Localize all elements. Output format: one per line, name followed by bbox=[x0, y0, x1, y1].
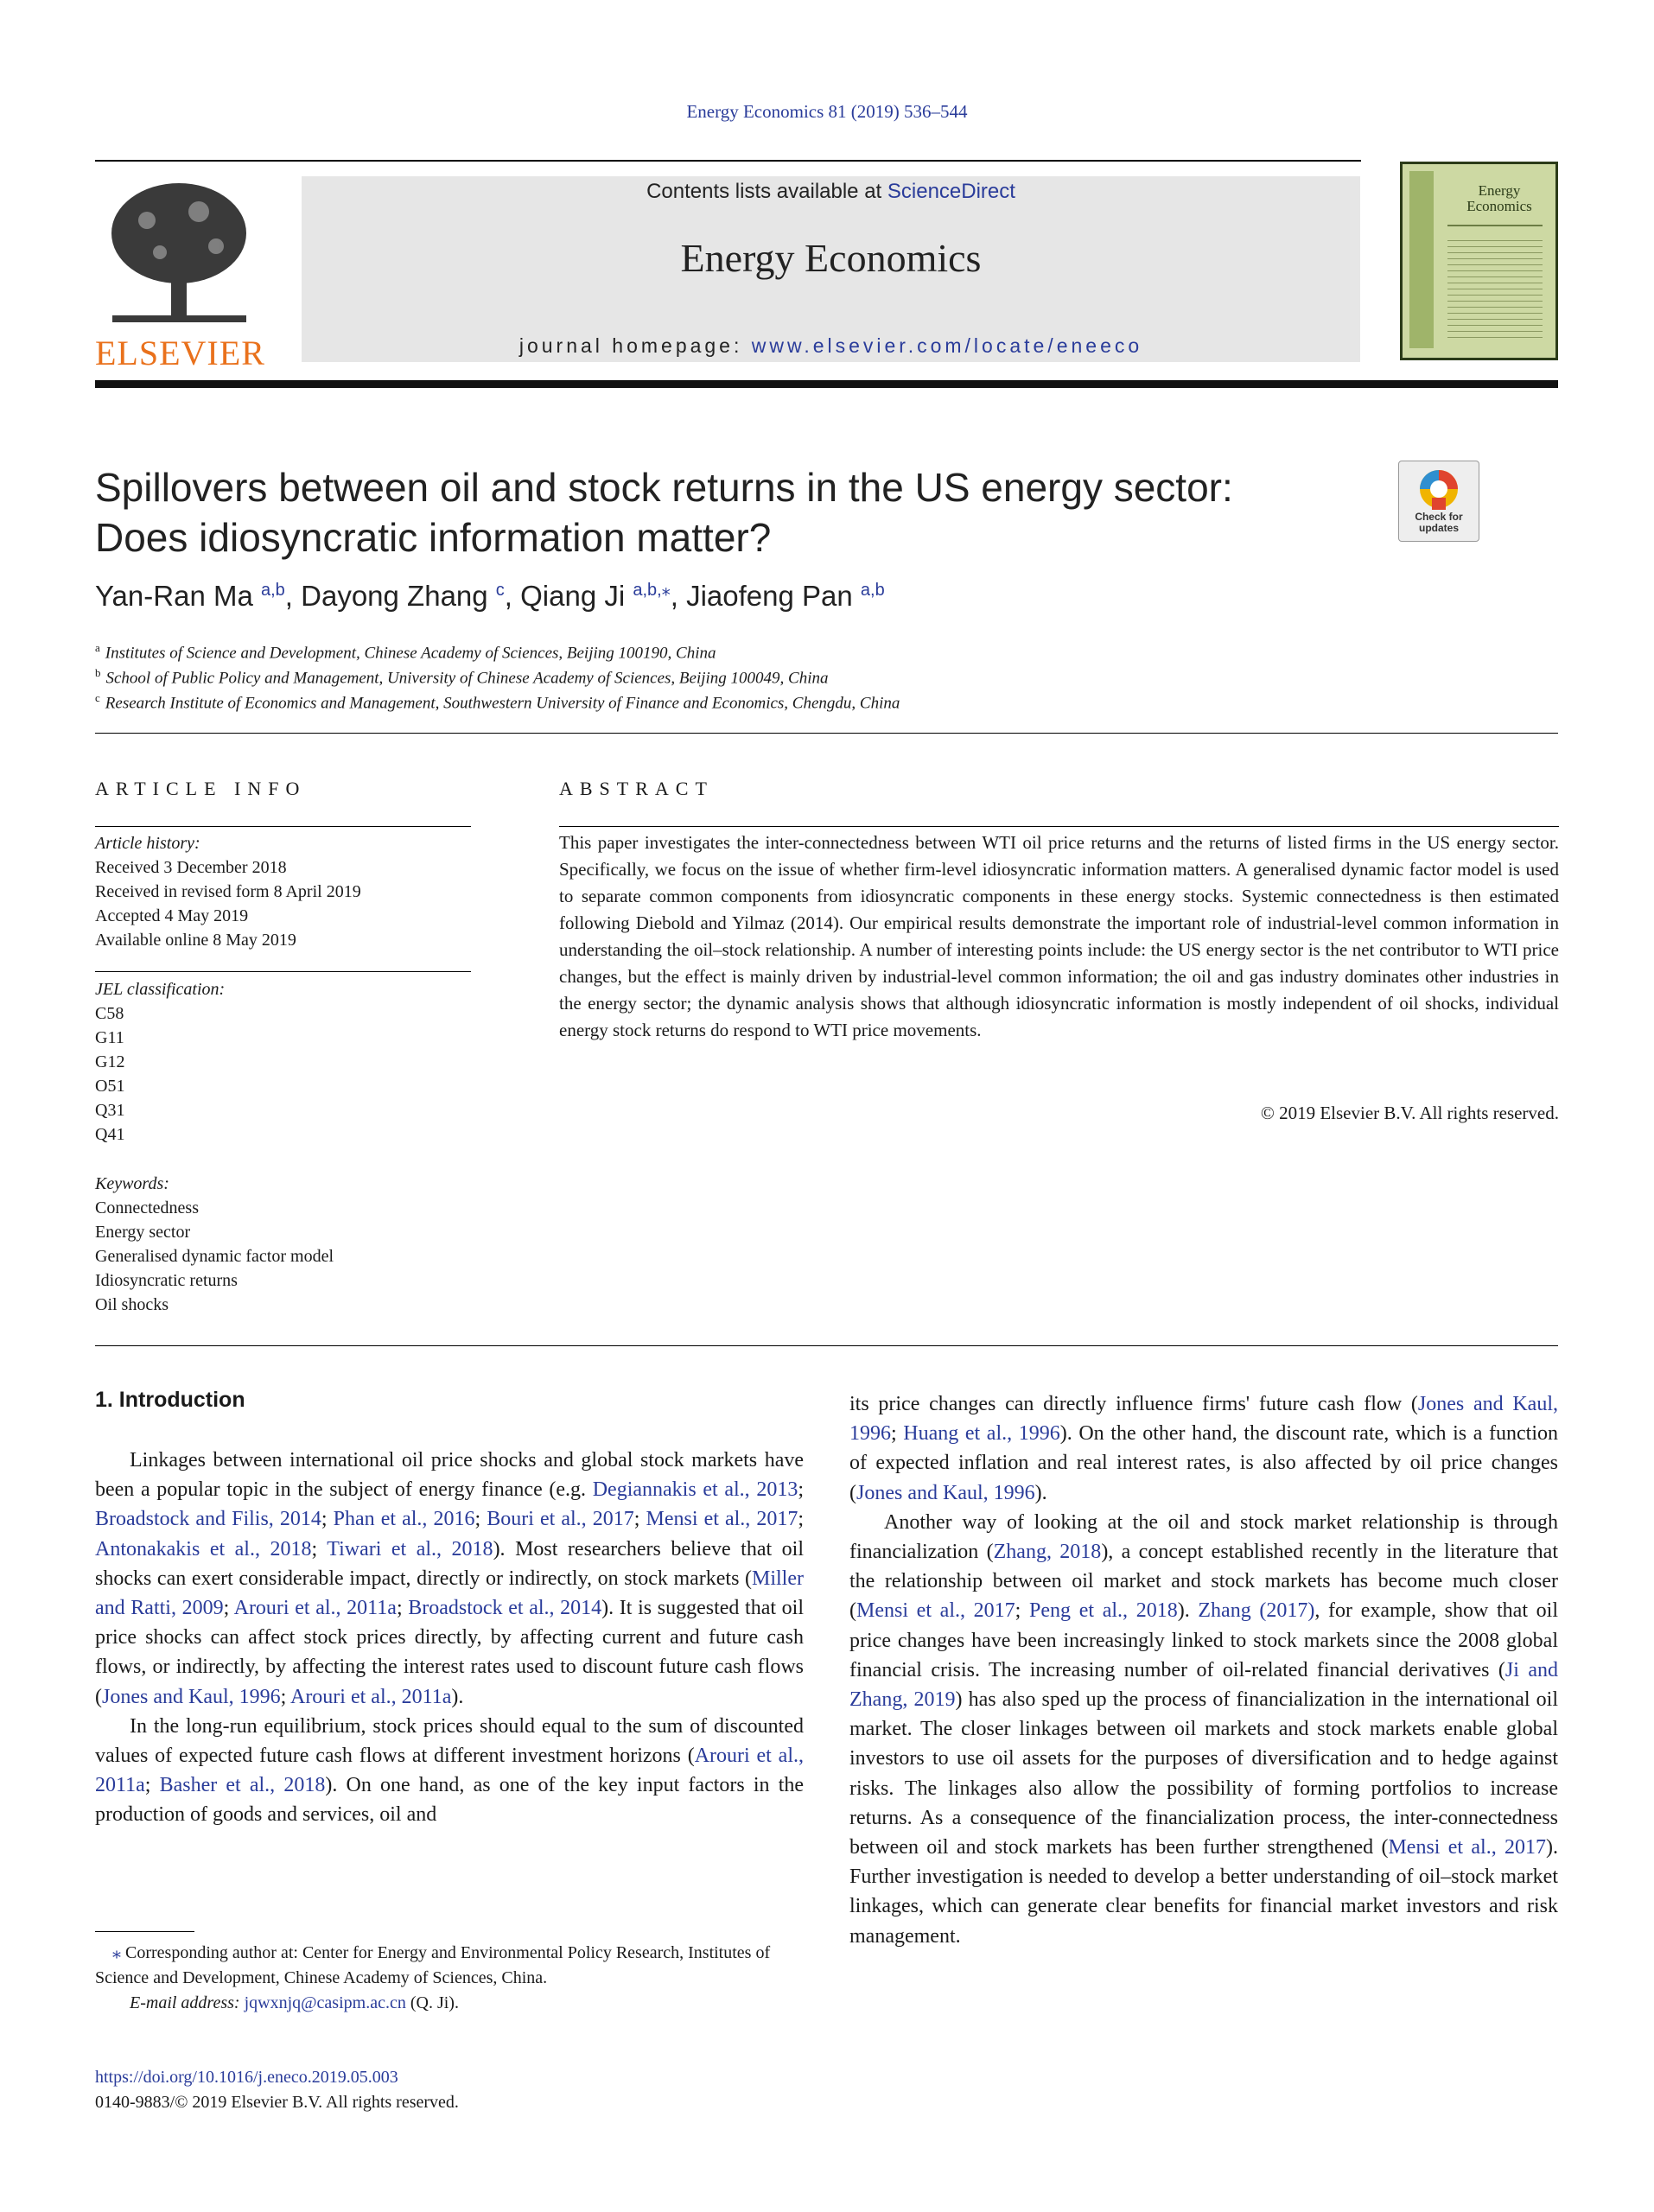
abstract-rule bbox=[559, 826, 1559, 827]
info-rule bbox=[95, 971, 471, 972]
article-history bbox=[95, 831, 361, 952]
citation-link[interactable]: Mensi et al., 2017 bbox=[1388, 1836, 1546, 1859]
history-item: Received 3 December 2018 bbox=[95, 858, 287, 877]
citation-link[interactable]: Degiannakis et al., 2013 bbox=[592, 1478, 798, 1502]
sciencedirect-link[interactable]: ScienceDirect bbox=[887, 180, 1015, 203]
body-text: ; bbox=[396, 1597, 409, 1620]
author-name[interactable]: Yan-Ran Ma bbox=[95, 580, 253, 612]
body-text: In the long-run equilibrium, stock prices should equal to the sum of discounted values of expected future cash flows at different investment horizons ( bbox=[95, 1714, 804, 1768]
author-affil-mark[interactable]: a,b,⁎ bbox=[633, 581, 671, 600]
keyword: Idiosyncratic returns bbox=[95, 1271, 238, 1290]
citation-link[interactable]: Antonakakis et al., 2018 bbox=[95, 1537, 312, 1560]
body-text: ; bbox=[280, 1685, 290, 1708]
footnote-rule bbox=[95, 1931, 194, 1932]
section-heading: 1. Introduction bbox=[95, 1388, 245, 1412]
citation-link[interactable]: Arouri et al., 2011a bbox=[233, 1597, 397, 1620]
citation-link[interactable]: Peng et al., 2018 bbox=[1029, 1599, 1178, 1623]
footnote-email-line bbox=[95, 1991, 808, 2016]
cover-title-line1: Energy bbox=[1478, 182, 1521, 199]
body-text: its price changes can directly influence firms' future cash flow ( bbox=[849, 1393, 1418, 1415]
body-text: ; bbox=[798, 1508, 805, 1531]
journal-title: Energy Economics bbox=[680, 236, 982, 280]
body-text: ; bbox=[474, 1508, 487, 1531]
affiliation-text: School of Public Policy and Management, University of Chinese Academy of Sciences, Beijing 100049, China bbox=[105, 669, 829, 688]
body-text: Another way of looking at the oil and stock market relationship is through financialization ( bbox=[849, 1510, 1558, 1564]
info-rule bbox=[95, 826, 471, 827]
body-text: Linkages between international oil price shocks and global stock markets have been a popular topic in the subject of energy finance (e.g. bbox=[95, 1449, 804, 1502]
body-text: ; bbox=[144, 1774, 160, 1797]
journal-reference[interactable]: Energy Economics 81 (2019) 536–544 bbox=[686, 101, 968, 122]
citation-link[interactable]: Broadstock et al., 2014 bbox=[408, 1597, 602, 1620]
affiliation bbox=[95, 666, 829, 688]
contents-prefix: Contents lists available at bbox=[646, 180, 887, 203]
crossmark-line1: Check for bbox=[1415, 511, 1463, 523]
author-name[interactable]: Jiaofeng Pan bbox=[686, 580, 853, 612]
jel-code: C58 bbox=[95, 1004, 124, 1023]
author-affil-mark[interactable]: c bbox=[495, 581, 505, 600]
citation-link[interactable]: Jones and Kaul, 1996 bbox=[856, 1481, 1035, 1504]
journal-homepage bbox=[302, 334, 1360, 358]
affiliation-rule bbox=[95, 733, 1558, 734]
body-text: ). bbox=[1034, 1481, 1047, 1504]
author-affil-mark[interactable]: a,b bbox=[860, 581, 885, 600]
keyword: Generalised dynamic factor model bbox=[95, 1247, 334, 1266]
affiliation-text: Institutes of Science and Development, Chinese Academy of Sciences, Beijing 100190, China bbox=[105, 644, 716, 663]
body-text: ) has also sped up the process of financialization in the international oil market. The closer linkages between oil markets and stock markets enable global investors to use oil assets for the purposes of diversification and to hedge against risks. The linkages also allow the possibility of forming portfolios to increase returns. As a consequence of the financialization process, the inter-connectedness between oil and stock markets has been further strengthened ( bbox=[849, 1688, 1559, 1859]
abstract-label: ABSTRACT bbox=[559, 778, 714, 799]
affiliation bbox=[95, 641, 716, 663]
citation-link[interactable]: Arouri et al., 2011a bbox=[289, 1685, 452, 1708]
keyword: Energy sector bbox=[95, 1223, 191, 1242]
citation-link[interactable]: Mensi et al., 2017 bbox=[646, 1508, 798, 1531]
author-name[interactable]: Qiang Ji bbox=[520, 580, 626, 612]
citation-link[interactable]: Zhang (2017) bbox=[1198, 1599, 1315, 1623]
body-text: ; bbox=[891, 1422, 904, 1446]
body-column-left bbox=[95, 1446, 804, 1830]
header-thick-rule bbox=[95, 380, 1558, 388]
footnote bbox=[95, 1941, 808, 2016]
author-name[interactable]: Dayong Zhang bbox=[301, 580, 488, 612]
paragraph bbox=[95, 1446, 804, 1712]
header-rule bbox=[95, 160, 1361, 162]
body-text: ). bbox=[1177, 1599, 1199, 1623]
history-heading: Article history: bbox=[95, 834, 200, 853]
citation-link[interactable]: Phan et al., 2016 bbox=[333, 1508, 475, 1531]
abstract-text: This paper investigates the inter-connectedness between WTI oil price returns and the returns of listed firms in the US energy sector. Specifically, we focus on the issue of whether firm-level idiosyncratic information matters. A generalised dynamic factor model is used to separate common components from idiosyncratic components in these energy stocks. Systemic connectedness is then estimated following Diebold and Yilmaz (2014). Our empirical results demonstrate the important role of industrial-level common information in understanding the oil–stock relationship. A number of interesting points include: the US energy sector is the net contributor to WTI price changes, but the effect is mainly driven by industrial-level common information; the oil and gas industry dominates other industries in the energy sector; the dynamic analysis shows that although idiosyncratic information is mostly independent of oil shocks, individual energy stock returns do respond to WTI price movements. bbox=[559, 832, 1559, 1040]
footnote-text: Corresponding author at: Center for Energy and Environmental Policy Research, Institutes of Science and Development, Chinese Academy of Sciences, China. bbox=[95, 1943, 771, 1987]
body-text: ). Further investigation is needed to develop a better understanding of oil–stock market linkages, which can generate clear benefits for financial market investors and risk management. bbox=[849, 1836, 1558, 1948]
citation-link[interactable]: Mensi et al., 2017 bbox=[856, 1599, 1015, 1623]
history-item: Accepted 4 May 2019 bbox=[95, 906, 249, 925]
abstract-rule-bottom bbox=[95, 1345, 1558, 1346]
affiliation-mark: a bbox=[95, 641, 100, 654]
history-item: Received in revised form 8 April 2019 bbox=[95, 882, 361, 901]
jel-code: O51 bbox=[95, 1077, 125, 1096]
journal-cover-thumbnail[interactable] bbox=[1400, 162, 1558, 360]
jel-code: G11 bbox=[95, 1028, 124, 1047]
doi-link[interactable]: https://doi.org/10.1016/j.eneco.2019.05.003 bbox=[95, 2068, 398, 2087]
body-text: ). On the other hand, the discount rate, which is a function of expected inflation and real interest rates, is also affected by oil price changes ( bbox=[849, 1422, 1559, 1504]
citation-link[interactable]: Miller and Ratti, 2009 bbox=[95, 1567, 804, 1620]
citation-link[interactable]: Jones and Kaul, 1996 bbox=[102, 1685, 281, 1708]
body-text: ), a concept established recently in the literature that the relationship between oil market and stock markets has become much closer ( bbox=[849, 1541, 1558, 1623]
footnote-text-line bbox=[95, 1941, 808, 1991]
citation-link[interactable]: Ji and Zhang, 2019 bbox=[849, 1658, 1558, 1712]
jel-code: Q31 bbox=[95, 1101, 125, 1120]
issn-line: 0140-9883/© 2019 Elsevier B.V. All rights reserved. bbox=[95, 2093, 459, 2112]
citation-link[interactable]: Tiwari et al., 2018 bbox=[327, 1537, 493, 1560]
citation-link[interactable]: Broadstock and Filis, 2014 bbox=[95, 1508, 321, 1531]
author-affil-mark[interactable]: a,b bbox=[260, 581, 285, 600]
citation-link[interactable]: Basher et al., 2018 bbox=[159, 1774, 326, 1797]
doi-block bbox=[95, 2065, 459, 2115]
citation-link[interactable]: Arouri et al., 2011a bbox=[95, 1745, 805, 1797]
body-text: ; bbox=[321, 1508, 334, 1531]
body-text: ). Most researchers believe that oil shocks can exert considerable impact, directly or indirectly, on stock markets ( bbox=[95, 1537, 805, 1590]
crossmark-line2: updates bbox=[1418, 522, 1459, 534]
paragraph bbox=[849, 1389, 1558, 1508]
elsevier-wordmark: ELSEVIER bbox=[95, 334, 265, 372]
body-text: ; bbox=[798, 1478, 805, 1502]
article-info-label: ARTICLE INFO bbox=[95, 778, 307, 799]
abstract-copyright: © 2019 Elsevier B.V. All rights reserved. bbox=[1260, 1103, 1559, 1123]
footnote-mark[interactable]: ⁎ bbox=[112, 1943, 121, 1962]
affiliation-mark: b bbox=[95, 666, 101, 679]
affiliation-mark: c bbox=[95, 691, 100, 704]
check-for-updates-badge[interactable] bbox=[1398, 461, 1479, 542]
history-item: Available online 8 May 2019 bbox=[95, 931, 296, 950]
citation-link[interactable]: Bouri et al., 2017 bbox=[487, 1508, 634, 1531]
body-text: ; bbox=[1015, 1599, 1030, 1623]
body-text: ). bbox=[451, 1685, 464, 1708]
jel-code: G12 bbox=[95, 1052, 125, 1071]
paragraph bbox=[849, 1508, 1558, 1951]
contents-line bbox=[302, 180, 1360, 204]
jel-code: Q41 bbox=[95, 1125, 125, 1144]
homepage-link[interactable]: www.elsevier.com/locate/eneeco bbox=[751, 334, 1143, 357]
cover-title-line2: Economics bbox=[1466, 198, 1532, 214]
article-title: Spillovers between oil and stock returns in the US energy sector: Does idiosyncratic information matter? bbox=[95, 465, 1233, 560]
citation-link[interactable]: Huang et al., 1996 bbox=[903, 1422, 1060, 1446]
email-label: E-mail address: bbox=[130, 1993, 240, 2012]
keyword: Oil shocks bbox=[95, 1295, 169, 1314]
affiliation-text: Research Institute of Economics and Management, Southwestern University of Finance and Economics, Chengdu, China bbox=[105, 694, 900, 713]
email-suffix: (Q. Ji). bbox=[405, 1993, 459, 2012]
citation-link[interactable]: Zhang, 2018 bbox=[993, 1541, 1102, 1564]
body-text: ). It is suggested that oil price shocks can affect stock prices directly, by affecting current and future cash flows, or indirectly, by affecting the interest rates used to discount future cash flows ( bbox=[95, 1597, 805, 1708]
body-text: , for example, show that oil price changes have been increasingly linked to stock markets since the 2008 global financial crisis. The increasing number of oil-related financial derivatives ( bbox=[849, 1599, 1559, 1681]
citation-link[interactable]: Jones and Kaul, 1996 bbox=[849, 1393, 1558, 1446]
body-column-right bbox=[849, 1389, 1558, 1951]
homepage-prefix: journal homepage: bbox=[518, 334, 752, 357]
body-text: ; bbox=[633, 1508, 646, 1531]
email-link[interactable]: jqwxnjq@casipm.ac.cn bbox=[244, 1993, 406, 2012]
body-text: ; bbox=[311, 1537, 328, 1560]
affiliation bbox=[95, 691, 900, 713]
body-text: ). On one hand, as one of the key input factors in the production of goods and services, oil and bbox=[95, 1774, 805, 1827]
keywords bbox=[95, 1172, 334, 1317]
keywords-heading: Keywords: bbox=[95, 1174, 169, 1193]
jel-classification bbox=[95, 977, 225, 1147]
body-text: ; bbox=[223, 1597, 234, 1620]
paragraph bbox=[95, 1712, 804, 1830]
keyword: Connectedness bbox=[95, 1198, 199, 1217]
jel-heading: JEL classification: bbox=[95, 980, 226, 999]
author-list: Yan-Ran Ma $^{a,b}$, Dayong Zhang $^c$, Qiang Ji $^{a,b,⁎}$, Jiaofeng Pan $^{a,b}$ bbox=[95, 580, 885, 612]
